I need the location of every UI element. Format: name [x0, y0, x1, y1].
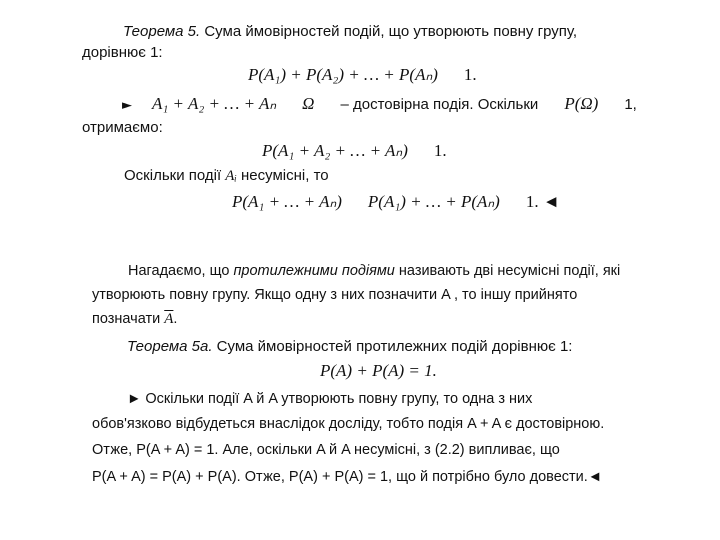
recall-line1c: називають дві несумісні події, які: [394, 263, 621, 279]
since-text2: несумісні, то: [236, 167, 329, 184]
formula-1-rhs: 1.: [463, 65, 477, 84]
since-ai: Aᵢ: [225, 168, 237, 184]
proof2-line2: обов'язково відбудеться внаслідок досліду, тобто подія A + A є достовірною.: [92, 416, 605, 432]
theorem5a-text: Сума ймовірностей протилежних подій дорівнює 1:: [212, 338, 573, 355]
since-line: [124, 168, 329, 184]
theorem5a-line: [127, 339, 572, 354]
theorem5-title: Теорема 5.: [123, 23, 201, 40]
recall-line1: [128, 264, 620, 279]
formula-2: [262, 142, 447, 159]
theorem5-line2: дорівнює 1:: [82, 44, 163, 61]
recall-line3b: $\overline{A}$: [164, 311, 174, 327]
formula-1: [248, 66, 477, 83]
recall-line1a: Нагадаємо, що: [128, 263, 234, 279]
formula-3-a: P(A₁ + … + Aₙ): [232, 192, 342, 211]
formula-3-b: P(A₁) + … + P(Aₙ): [367, 192, 500, 211]
formula-3-end: 1. ◄: [525, 192, 560, 211]
recall-line3: [92, 312, 177, 327]
proof1-line1: [122, 95, 637, 112]
proof-omega: Ω: [302, 94, 315, 113]
proof-text: – достовірна подія. Оскільки: [340, 96, 539, 113]
formula-1-lhs: P(A₁) + P(A₂) + … + P(Aₙ): [248, 65, 438, 84]
since-text1: Оскільки події: [124, 167, 226, 184]
theorem5-text1: Сума ймовірностей подій, що утворюють повну групу,: [200, 23, 578, 40]
formula-2-rhs: 1.: [433, 141, 447, 160]
proof-start-marker-icon: ►: [122, 98, 132, 113]
recall-line3c: .: [173, 311, 178, 327]
proof2-line3: Отже, P(A + A) = 1. Але, оскільки A й A несумісні, з (2.2) випливає, що: [92, 442, 560, 458]
recall-line1b: протилежними подіями: [233, 263, 395, 279]
proof-p-omega: P(Ω): [564, 94, 599, 113]
obtain-text: отримаємо:: [82, 119, 163, 136]
recall-line3a: позначати: [92, 311, 165, 327]
proof2-line1: ► Оскільки події A й A утворюють повну групу, то одна з них: [127, 391, 533, 407]
proof-one: 1,: [624, 96, 637, 113]
formula-4: P(A) + P(A) = 1.: [320, 361, 437, 380]
recall-line2: утворюють повну групу. Якщо одну з них позначити A , то іншу прийнято: [92, 287, 578, 303]
theorem5a-title: Теорема 5а.: [127, 338, 213, 355]
proof-sum: A₁ + A₂ + … + Aₙ: [152, 94, 277, 113]
formula-3: [232, 193, 560, 210]
formula-2-lhs: P(A₁ + A₂ + … + Aₙ): [262, 141, 408, 160]
proof2-line4: P(A + A) = P(A) + P(A). Отже, P(A) + P(A) = 1, що й потрібно було довести.◄: [92, 469, 603, 485]
theorem5-line1: [123, 24, 577, 39]
